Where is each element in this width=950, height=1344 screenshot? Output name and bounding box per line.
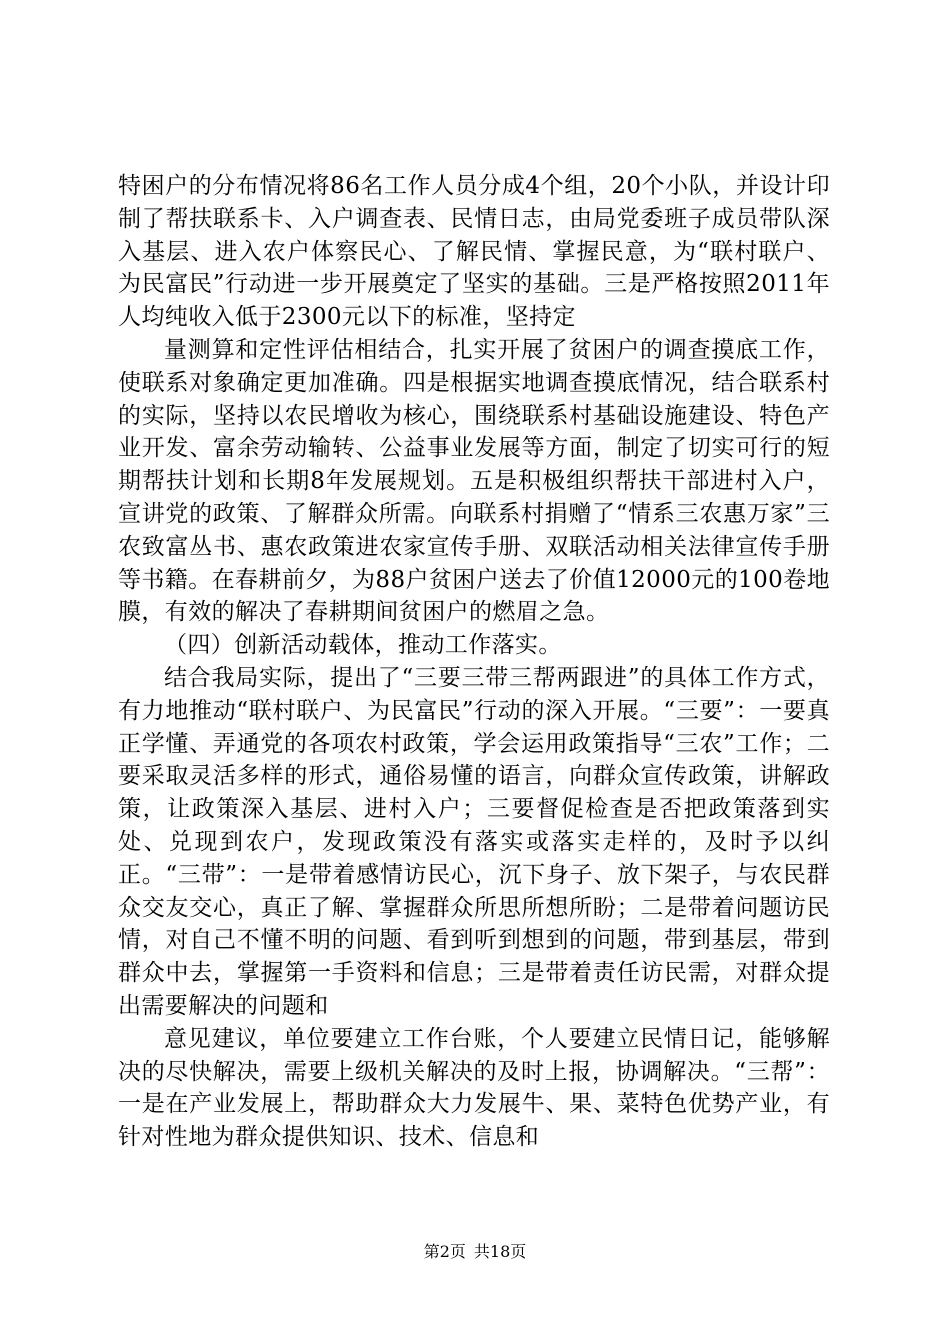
- paragraph-2: 量测算和定性评估相结合，扎实开展了贫困户的调查摸底工作，使联系对象确定更加准确。四是根据实地调查摸底情况，结合联系村的实际，坚持以农民增收为核心，围绕联系村基础设施建设、特色产业开发、富余劳动输转、公益事业发展等方面，制定了切实可行的短期帮扶计划和长期8年发展规划。五是积极组织帮扶干部进村入户，宣讲党的政策、了解群众所需。向联系村捐赠了“情系三农惠万家”三农致富丛书、惠农政策进农家宣传手册、双联活动相关法律宣传手册等书籍。在春耕前夕，为88户贫困户送去了价值12000元的100卷地膜，有效的解决了春耕期间贫困户的燃眉之急。: [118, 336, 830, 626]
- paragraph-continued-1: 特困户的分布情况将86名工作人员分成4个组，20个小队，并设计印制了帮扶联系卡、入户调查表、民情日志，由局党委班子成员带队深入基层、进入农户体察民心、了解民情、掌握民意，为“联村联户、为民富民”行动进一步开展奠定了坚实的基础。三是严格按照2011年人均纯收入低于2300元以下的标准，坚持定: [118, 173, 830, 331]
- page-number: 第2页: [423, 1242, 466, 1261]
- page-footer: [0, 1242, 950, 1262]
- document-body: [118, 170, 830, 1154]
- paragraph-3: 结合我局实际，提出了“三要三带三帮两跟进”的具体工作方式，有力地推动“联村联户、为民富民”行动的深入开展。“三要”：一要真正学懂、弄通党的各项农村政策，学会运用政策指导“三农”工作；二要采取灵活多样的形式，通俗易懂的语言，向群众宣传政策，讲解政策，让政策深入基层、进村入户；三要督促检查是否把政策落到实处、兑现到农户，发现政策没有落实或落实走样的，及时予以纠正。“三带”：一是带着感情访民心，沉下身子、放下架子，与农民群众交友交心，真正了解、掌握群众所思所想所盼；二是带着问题访民情，对自己不懂不明的问题、看到听到想到的问题，带到基层，带到群众中去，掌握第一手资料和信息；三是带着责任访民需，对群众提出需要解决的问题和: [118, 664, 830, 1019]
- section-heading: （四）创新活动载体，推动工作落实。: [164, 632, 562, 659]
- page-total: 共18页: [473, 1242, 527, 1261]
- paragraph-4: 意见建议，单位要建立工作台账，个人要建立民情日记，能够解决的尽快解决，需要上级机关解决的及时上报，协调解决。“三帮”：一是在产业发展上，帮助群众大力发展牛、果、菜特色优势产业，有针对性地为群众提供知识、技术、信息和: [118, 1025, 830, 1151]
